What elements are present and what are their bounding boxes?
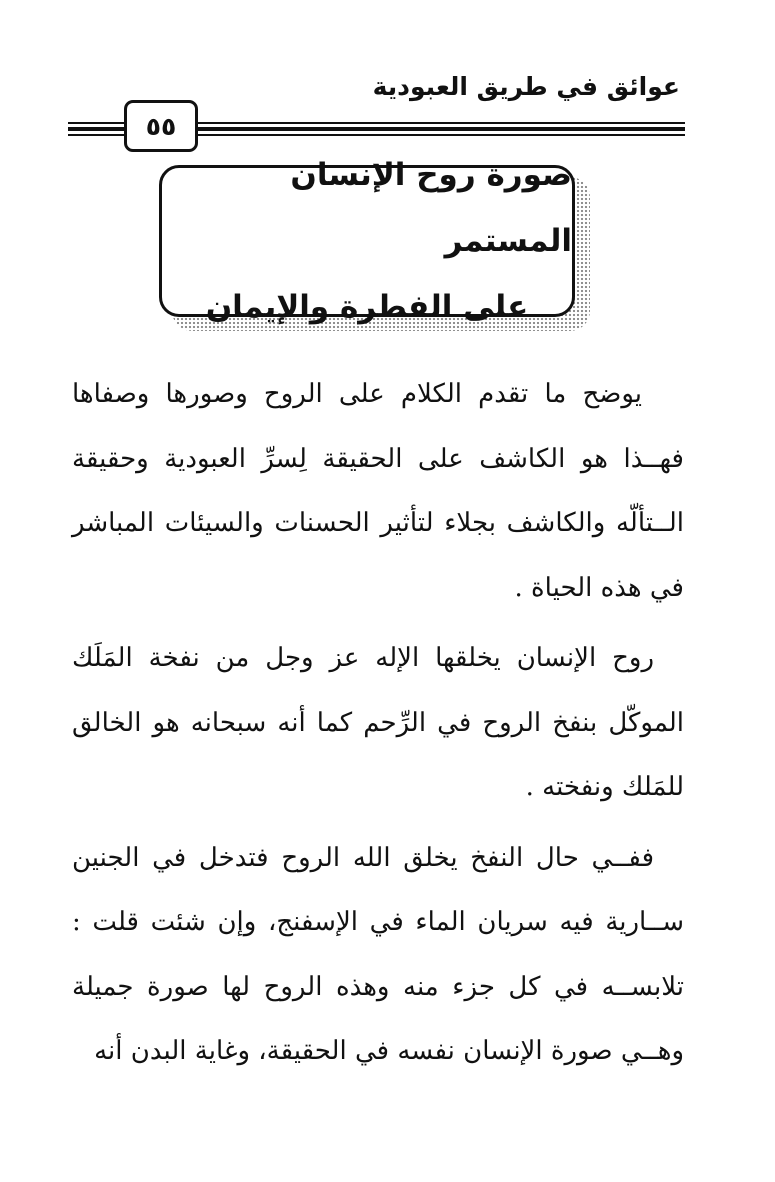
paragraph-3: ففــي حال النفخ يخلق الله الروح فتدخل في الجنين ســارية فيه سريان الماء في الإسفنج، وإن شئت قلت : تلابســه في كل جزء منه وهذه الروح لها صورة جميلة وهــي صورة الإنسان نفسه في الحقيقة، وغاية البدن أنه [72,842,684,1066]
section-title-line-1: صورة روح الإنسان المستمر [290,157,572,259]
section-title-box [159,157,575,325]
running-header: عوائق في طريق العبودية [372,72,680,101]
page-number: ٥٥ [145,111,177,141]
section-title-line-2: على الفطرة والإيمان [205,289,529,325]
paragraph-2: روح الإنسان يخلقها الإله عز وجل من نفخة المَلَك الموكّل بنفخ الروح في الرِّحم كما أنه سبحانه هو الخالق للمَلك ونفخته . [72,643,684,802]
body-text [72,362,684,1090]
paragraph-1: يوضح ما تقدم الكلام على الروح وصورها وصفاها فهــذا هو الكاشف على الحقيقة لِسرِّ العبودية وحقيقة الــتألّه والكاشف بجلاء لتأثير الحسنات والسيئات المباشر في هذه الحياة . [72,379,684,603]
